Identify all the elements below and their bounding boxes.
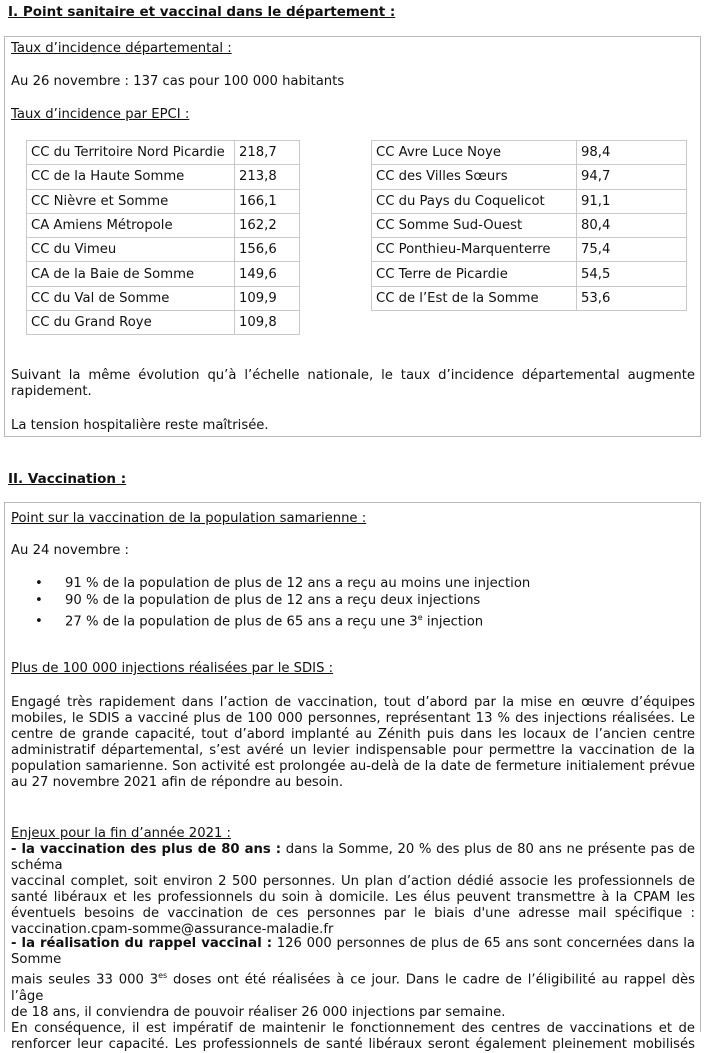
epci-name: CA de la Baie de Somme <box>27 262 235 286</box>
epci-value: 54,5 <box>577 262 687 286</box>
epci-name: CC Nièvre et Somme <box>27 189 235 213</box>
table-row <box>372 262 687 286</box>
epci-value: 149,6 <box>235 262 300 286</box>
epci-value: 218,7 <box>235 141 300 165</box>
table-row <box>372 286 687 310</box>
epci-name: CC de l’Est de la Somme <box>372 286 577 310</box>
text-line: mobiles, le SDIS a vacciné plus de 100 000 personnes, représentant 13 % des injections réalisées. Le <box>11 711 695 727</box>
incidence-table-right <box>371 140 687 311</box>
epci-name: CC Ponthieu-Marquenterre <box>372 238 577 262</box>
text-line: population samarienne. Son activité est prolongée au-delà de la date de fermeture initialement prévue <box>11 759 695 775</box>
enjeu-1-title: - la vaccination des plus de 80 ans : <box>11 842 282 857</box>
epci-name: CC du Territoire Nord Picardie <box>27 141 235 165</box>
list-item: • 27 % de la population de plus de 65 ans a reçu une 3e injection <box>35 613 484 630</box>
epci-value: 94,7 <box>577 165 687 189</box>
table-row <box>27 141 300 165</box>
text-line: doses ont été réalisées à ce jour. Dans le cadre de l’éligibilité au rappel dès l’âge <box>11 972 696 1004</box>
epci-name: CC du Pays du Coquelicot <box>372 189 577 213</box>
bullet-text: 91 % de la population de plus de 12 ans a reçu au moins une injection <box>65 576 531 591</box>
text-line: administratif départemental, s’est avéré un levier indispensable pour permettre la vaccination de la <box>11 743 695 759</box>
epci-name: CC Terre de Picardie <box>372 262 577 286</box>
table-row <box>372 213 687 237</box>
dept-rate-text: Au 26 novembre : 137 cas pour 100 000 habitants <box>11 74 345 89</box>
bullet-text: 27 % de la population de plus de 65 ans a reçu une 3 <box>65 614 418 630</box>
table-row <box>372 238 687 262</box>
epci-value: 98,4 <box>577 141 687 165</box>
section-1-title: I. Point sanitaire et vaccinal dans le département : <box>8 4 396 20</box>
hospital-text: La tension hospitalière reste maîtrisée. <box>11 418 269 433</box>
epci-name: CC du Vimeu <box>27 238 235 262</box>
epci-name: CC Avre Luce Noye <box>372 141 577 165</box>
epci-name: CC de la Haute Somme <box>27 165 235 189</box>
text-line: dans la Somme, 20 % des plus de 80 ans ne présente pas de schéma <box>11 842 695 874</box>
text-line: santé libéraux et les professionnels du soin à domicile. Les élus peuvent transmettre à la CPAM les <box>11 890 695 906</box>
vaccination-date: Au 24 novembre : <box>11 543 129 558</box>
table-row <box>372 189 687 213</box>
epci-value: 166,1 <box>235 189 300 213</box>
section-2-title: II. Vaccination : <box>8 471 127 487</box>
vaccination-point-label: Point sur la vaccination de la population samarienne : <box>11 511 367 526</box>
epci-value: 53,6 <box>577 286 687 310</box>
list-item: • 91 % de la population de plus de 12 ans a reçu au moins une injection <box>35 576 531 591</box>
table-row <box>27 213 300 237</box>
text-line: mais seules 33 000 3 <box>11 972 159 988</box>
sdis-paragraph <box>11 695 695 792</box>
epci-name: CC du Val de Somme <box>27 286 235 310</box>
epci-label: Taux d’incidence par EPCI : <box>11 107 190 122</box>
text-line: vaccinal complet, soit environ 2 500 personnes. Un plan d’action dédié associe les professionnels de <box>11 874 695 890</box>
table-row <box>27 311 300 335</box>
incidence-table-left <box>26 140 300 335</box>
table-row <box>27 238 300 262</box>
email-address: vaccination.cpam-somme@assurance-maladie.fr <box>11 922 334 938</box>
list-item: • 90 % de la population de plus de 12 ans a reçu deux injections <box>35 593 481 608</box>
enjeu-2-title: - la réalisation du rappel vaccinal : <box>11 936 273 951</box>
text-line: Engagé très rapidement dans l’action de vaccination, tout d’abord par la mise en œuvre d’équipes <box>11 695 695 710</box>
table-row <box>372 165 687 189</box>
bullet-text-end: injection <box>422 614 484 630</box>
text-line: au 27 novembre 2021 afin de répondre au besoin. <box>11 775 344 791</box>
epci-name: CA Amiens Métropole <box>27 213 235 237</box>
superscript: es <box>158 971 168 981</box>
enjeux-label: Enjeux pour la fin d’année 2021 : <box>11 826 232 841</box>
bullet-text: 90 % de la population de plus de 12 ans a reçu deux injections <box>65 593 481 608</box>
epci-name: CC des Villes Sœurs <box>372 165 577 189</box>
text-line: renforcer leur capacité. Les professionnels de santé libéraux seront également pleinement mobilisés <box>11 1036 695 1052</box>
text-line: de 18 ans, il conviendra de pouvoir réaliser 26 000 injections par semaine. <box>11 1004 506 1020</box>
epci-value: 75,4 <box>577 238 687 262</box>
table-row <box>27 165 300 189</box>
table-row <box>27 286 300 310</box>
table-row <box>27 189 300 213</box>
epci-value: 109,9 <box>235 286 300 310</box>
evolution-paragraph: Suivant la même évolution qu’à l’échelle nationale, le taux d’incidence départemental augmente rapidement. <box>11 368 695 400</box>
text-line: éventuels besoins de vaccination de ces personnes par le biais d'une adresse mail spécifique : <box>11 906 695 922</box>
enjeu-1-paragraph <box>11 842 695 939</box>
text-line: centre de grande capacité, tout d’abord implanté au Zénith puis dans les locaux de l’ancien centre <box>11 727 695 743</box>
text-line: 126 000 personnes de plus de 65 ans sont concernées dans la Somme <box>11 936 696 968</box>
dept-rate-label: Taux d’incidence départemental : <box>11 41 232 56</box>
section-2-box <box>4 502 701 1052</box>
epci-name: CC du Grand Roye <box>27 311 235 335</box>
epci-value: 80,4 <box>577 213 687 237</box>
section-1-box <box>4 36 701 437</box>
epci-value: 109,8 <box>235 311 300 335</box>
sdis-label: Plus de 100 000 injections réalisées par le SDIS : <box>11 661 334 676</box>
epci-value: 213,8 <box>235 165 300 189</box>
table-row <box>372 141 687 165</box>
superscript: e <box>417 613 423 622</box>
epci-name: CC Somme Sud-Ouest <box>372 213 577 237</box>
epci-value: 91,1 <box>577 189 687 213</box>
enjeu-2-paragraph <box>11 936 695 1053</box>
epci-value: 156,6 <box>235 238 300 262</box>
epci-value: 162,2 <box>235 213 300 237</box>
text-line: En conséquence, il est impératif de maintenir le fonctionnement des centres de vaccinations et de <box>11 1020 695 1036</box>
table-row <box>27 262 300 286</box>
